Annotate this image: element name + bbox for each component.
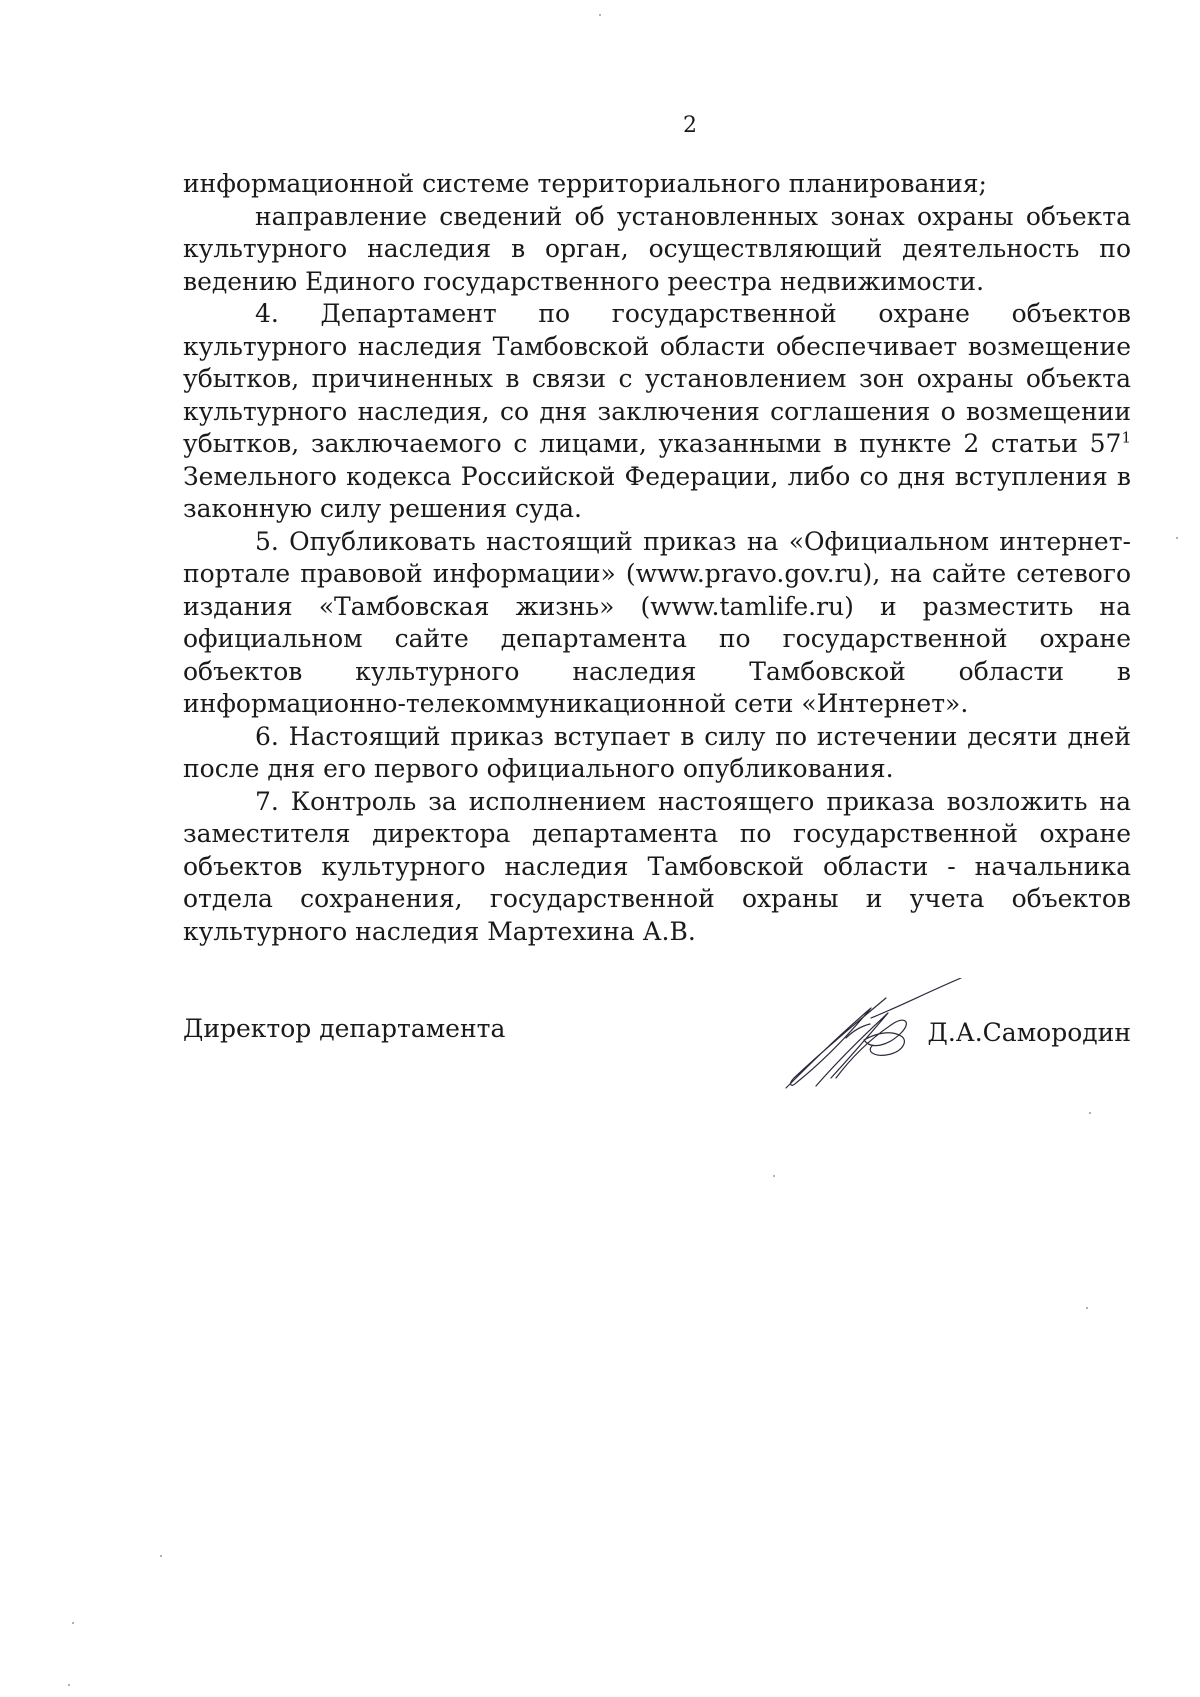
paragraph-4-text-before: 4. Департамент по государственной охране объектов культурного наследия Тамбовской области обеспечивает возмещение убытков, причиненных в связи с установлением зон охраны объекта культурного наследия, со дня заключения соглашения о возмещении убытков, заключаемого с лицами, указанными в пункте 2 статьи 57 [183, 299, 1131, 458]
page-number: 2 [683, 113, 697, 138]
paragraph-6: 6. Настоящий приказ вступает в силу по истечении десяти дней после дня его первого официального опубликования. [183, 721, 1131, 783]
scan-speck [1176, 537, 1178, 539]
paragraph-5: 5. Опубликовать настоящий приказ на «Официальном интернет-портале правовой информации» (www.pravo.gov.ru), на сайте сетевого издания «Тамбовская жизнь» (www.tamlife.ru) и разместить на официальном сайте департамента по государственной охране объектов культурного наследия Тамбовской области в информационно-телекоммуникационной сети «Интернет». [183, 526, 1131, 718]
scan-speck [773, 1175, 775, 1177]
paragraph-7: 7. Контроль за исполнением настоящего приказа возложить на заместителя директора департамента по государственной охране объектов культурного наследия Тамбовской области - начальника отдела сохранения, государственной охраны и учета объектов культурного наследия Мартехина А.В. [183, 786, 1131, 946]
signature-block [183, 1013, 1131, 1133]
scan-speck [1089, 1112, 1091, 1114]
scan-speck [599, 14, 601, 16]
signatory-name: Д.А.Самородин [927, 1018, 1131, 1047]
scan-speck [72, 1622, 74, 1624]
scan-speck [1086, 1307, 1088, 1309]
signatory-title: Директор департамента [183, 1014, 506, 1043]
document-body [183, 168, 1131, 948]
paragraph-4 [183, 298, 1131, 526]
paragraph-4-text-after: Земельного кодекса Российской Федерации, либо со дня вступления в законную силу решения суда. [183, 461, 1131, 523]
paragraph-2: направление сведений об установленных зонах охраны объекта культурного наследия в орган, осуществляющий деятельность по ведению Единого государственного реестра недвижимости. [183, 201, 1131, 296]
article-superscript: 1 [1121, 428, 1131, 447]
paragraph-1: информационной системе территориального планирования; [183, 169, 987, 198]
scan-speck [68, 1684, 70, 1686]
scan-speck [160, 1555, 162, 1557]
